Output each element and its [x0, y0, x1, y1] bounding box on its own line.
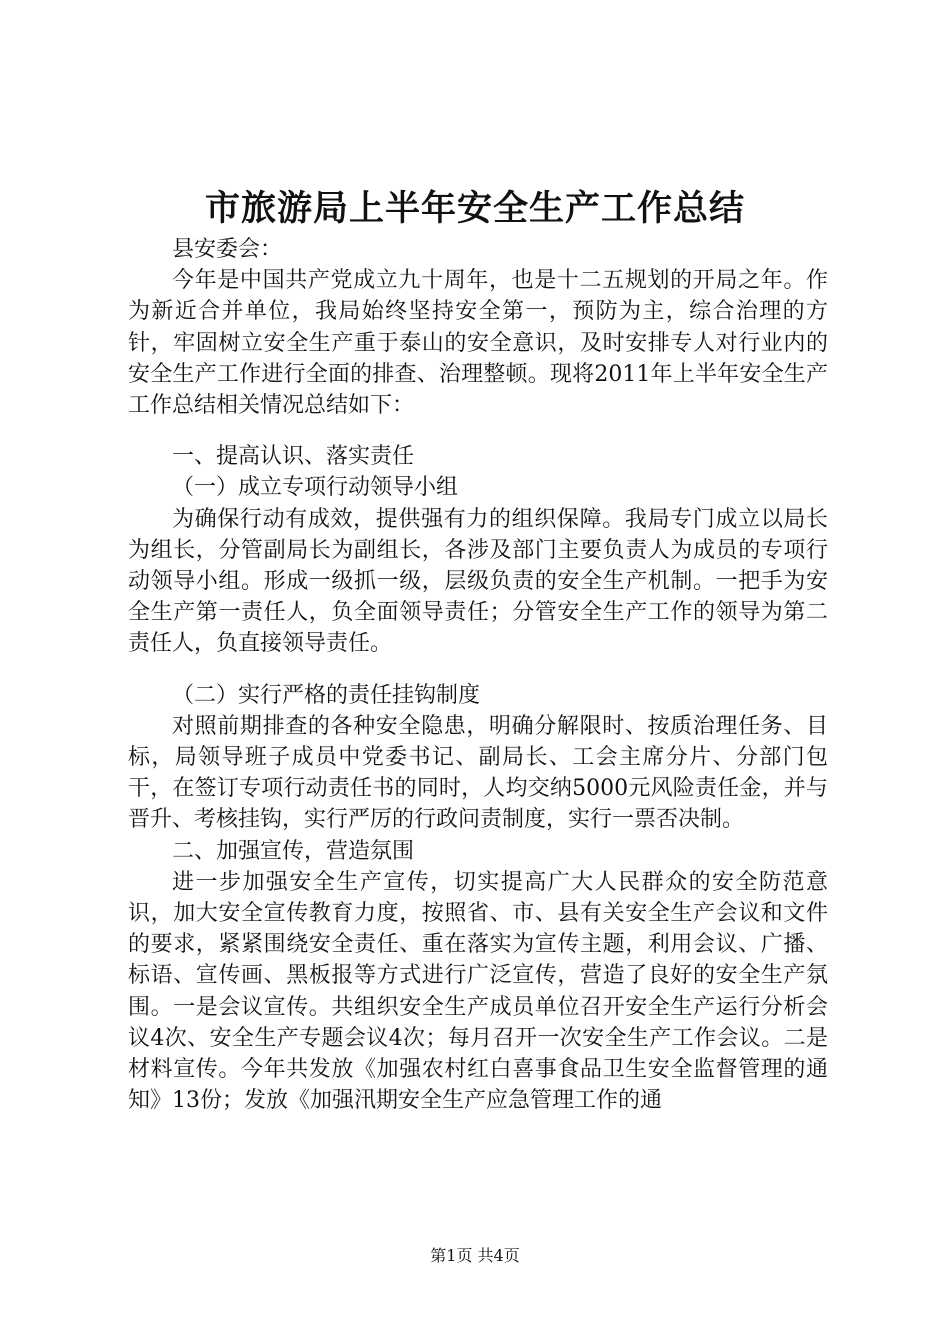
document-body	[128, 234, 828, 1116]
body-paragraph: 进一步加强安全生产宣传，切实提高广大人民群众的安全防范意识，加大安全宣传教育力度，按照省、市、县有关安全生产会议和文件的要求，紧紧围绕安全责任、重在落实为宣传主题，利用会议、广播、标语、宣传画、黑板报等方式进行广泛宣传，营造了良好的安全生产氛围。一是会议宣传。共组织安全生产成员单位召开安全生产运行分析会议4次、安全生产专题会议4次；每月召开一次安全生产工作会议。二是材料宣传。今年共发放《加强农村红白喜事食品卫生安全监督管理的通知》13份；发放《加强汛期安全生产应急管理工作的通	[128, 869, 828, 1114]
document-title: 市旅游局上半年安全生产工作总结	[204, 188, 745, 229]
body-paragraph: 对照前期排查的各种安全隐患，明确分解限时、按质治理任务、目标，局领导班子成员中党委书记、副局长、工会主席分片、分部门包干，在签订专项行动责任书的同时，人均交纳5000元风险责任金，并与晋升、考核挂钩，实行严厉的行政问责制度，实行一票否决制。	[128, 713, 828, 833]
section-heading-1: 一、提高认识、落实责任	[172, 444, 415, 470]
subsection-heading-1-1: （一）成立专项行动领导小组	[172, 475, 459, 501]
intro-paragraph: 今年是中国共产党成立九十周年，也是十二五规划的开局之年。作为新近合并单位，我局始终坚持安全第一，预防为主，综合治理的方针，牢固树立安全生产重于泰山的安全意识，及时安排专人对行业内的安全生产工作进行全面的排查、治理整顿。现将2011年上半年安全生产工作总结相关情况总结如下：	[128, 268, 828, 419]
page-number-footer: 第1页 共4页	[430, 1246, 520, 1265]
salutation: 县安委会：	[172, 237, 283, 262]
section-heading-2: 二、加强宣传，营造氛围	[172, 838, 415, 864]
subsection-heading-1-2: （二）实行严格的责任挂钩制度	[172, 682, 481, 708]
body-paragraph: 为确保行动有成效，提供强有力的组织保障。我局专门成立以局长为组长，分管副局长为副组长，各涉及部门主要负责人为成员的专项行动领导小组。形成一级抓一级，层级负责的安全生产机制。一把手为安全生产第一责任人，负全面领导责任；分管安全生产工作的领导为第二责任人，负直接领导责任。	[128, 506, 828, 657]
